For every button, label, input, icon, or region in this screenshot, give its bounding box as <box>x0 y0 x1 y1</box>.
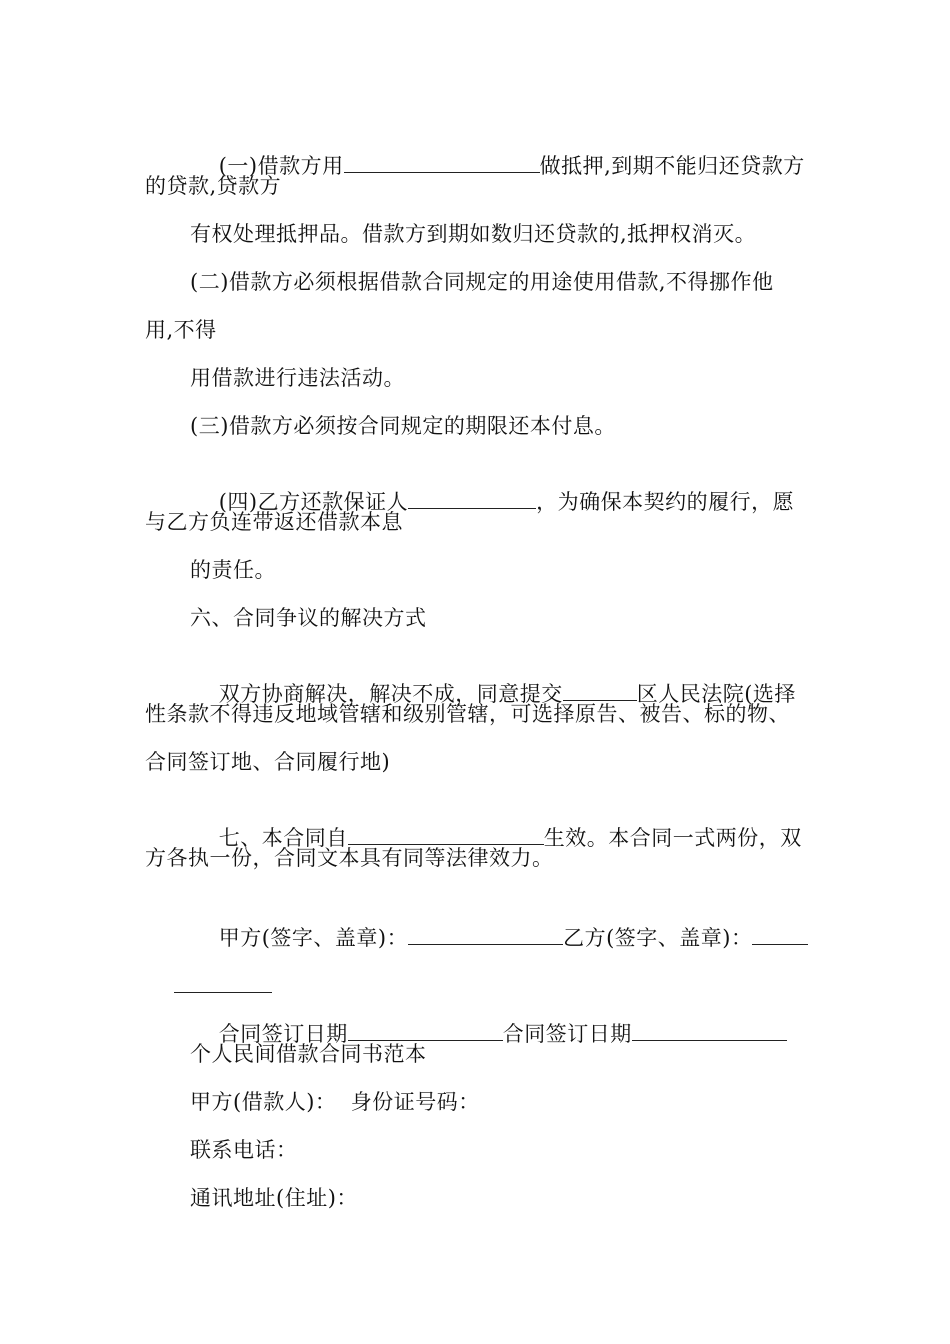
party-a-signature-blank <box>408 926 563 945</box>
contract-template-title: 个人民间借款合同书范本 <box>190 1042 427 1066</box>
section-6-ending: 合同签订地、合同履行地) <box>145 750 391 774</box>
signing-date-blank-b <box>632 1022 787 1041</box>
clause-1-text-start: (一)借款方用 <box>218 154 344 178</box>
section-7-text-end: 生效。本合同一式两份，双 <box>543 826 802 850</box>
party-b-signature-blank <box>752 926 808 945</box>
clause-3-line: (三)借款方必须按合同规定的期限还本付息。 <box>190 414 616 438</box>
clause-2-ending: 用借款进行违法活动。 <box>190 366 405 390</box>
clause-1-line <box>190 124 805 208</box>
section-6-text-end: 区人民法院(选择 <box>636 682 796 706</box>
party-b-signature-blank-continued <box>174 974 272 993</box>
address-line: 通讯地址(住址)： <box>190 1186 358 1210</box>
section-6-text-start: 双方协商解决，解决不成，同意提交 <box>218 682 563 706</box>
party-b-signature-label: 乙方(签字、盖章)： <box>563 926 753 950</box>
effective-date-blank <box>348 826 544 845</box>
guarantor-blank <box>408 490 536 509</box>
clause-4-text-end: ，为确保本契约的履行，愿 <box>536 490 795 514</box>
clause-1-ending: 有权处理抵押品。借款方到期如数归还贷款的,抵押权消灭。 <box>190 222 757 246</box>
clause-4-continuation: 与乙方负连带返还借款本息 <box>145 510 403 534</box>
signing-date-label-a: 合同签订日期 <box>218 1022 348 1046</box>
party-a-signature-label: 甲方(签字、盖章)： <box>218 926 409 950</box>
clause-2-line: (二)借款方必须根据借款合同规定的用途使用借款,不得挪作他 <box>190 270 774 294</box>
collateral-blank <box>344 154 540 173</box>
section-7-text-start: 七、本合同自 <box>218 826 348 850</box>
section-6-continuation: 性条款不得违反地域管辖和级别管辖，可选择原告、被告、标的物、 <box>145 702 790 726</box>
clause-4-text-start: (四)乙方还款保证人 <box>218 490 409 514</box>
clause-1-continuation: 的贷款,贷款方 <box>145 174 282 198</box>
signing-date-label-b: 合同签订日期 <box>502 1022 632 1046</box>
signing-date-blank-a <box>348 1022 503 1041</box>
borrower-info-line: 甲方(借款人)： 身份证号码： <box>190 1090 480 1114</box>
signature-line <box>190 896 808 980</box>
section-6-title: 六、合同争议的解决方式 <box>190 606 427 630</box>
court-blank <box>563 682 637 701</box>
section-7-continuation: 方各执一份，合同文本具有同等法律效力。 <box>145 846 554 870</box>
clause-1-text-end: 做抵押,到期不能归还贷款方 <box>539 154 805 178</box>
phone-line: 联系电话： <box>190 1138 298 1162</box>
clause-4-ending: 的责任。 <box>190 558 276 582</box>
clause-2-continuation: 用,不得 <box>145 318 217 342</box>
